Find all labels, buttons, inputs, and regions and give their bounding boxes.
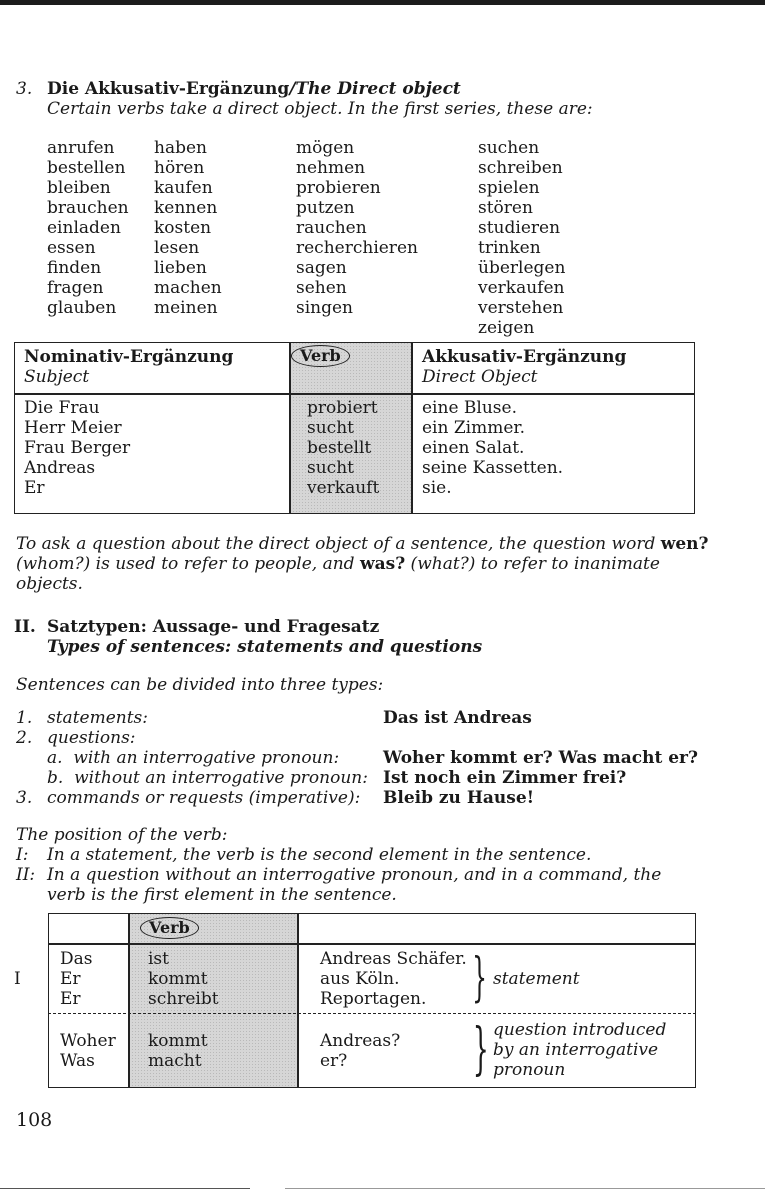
verb: fragen [47,278,104,298]
page-number: 108 [16,1109,53,1131]
title-separator: / [289,79,296,99]
table-divider [411,342,413,514]
type-number: 3. [16,788,33,808]
subject: Frau Berger [24,438,131,458]
verb: essen [47,238,96,258]
keyword-wen: wen? [660,534,709,554]
sentence-rest: Andreas Schäfer. [320,949,467,969]
sentence-rest: Andreas? [320,1031,401,1051]
verb-form: kommt [148,1031,208,1051]
sentence-rest: Reportagen. [320,989,427,1009]
rule-text: verb is the first element in the sentence. [47,885,397,905]
verb-column-3 [296,138,418,318]
verb: haben [154,138,207,158]
verb: glauben [47,298,117,318]
bottom-rule [0,1188,250,1189]
verb: meinen [154,298,218,318]
verb: nehmen [296,158,366,178]
note-line: by an interrogative [493,1040,659,1060]
header-direct-object: Direct Object [422,367,538,387]
first-element: Er [60,969,81,989]
subject: Die Frau [24,398,100,418]
sentence-rest: er? [320,1051,348,1071]
section-intro: Certain verbs take a direct object. In the first series, these are: [47,99,593,119]
first-element: Woher [60,1031,116,1051]
section-title-en: The Direct object [295,79,461,99]
statement-note: statement [493,969,580,989]
direct-object: ein Zimmer. [422,418,526,438]
verb: einladen [47,218,121,238]
verb: verkaufen [478,278,565,298]
header-verb [291,345,350,367]
verb-form: sucht [307,418,354,438]
section-intro: Sentences can be divided into three types: [16,675,384,695]
note-text: (what?) to refer to inanimate [405,554,660,574]
verb-form: ist [148,949,169,969]
verb-form: probiert [307,398,378,418]
note-line-2 [16,554,660,574]
verb: kosten [154,218,212,238]
type-example: Bleib zu Hause! [383,788,535,808]
verb: brauchen [47,198,129,218]
header-subject: Subject [24,367,90,387]
type-example: Woher kommt er? Was macht er? [383,748,698,768]
verb-form: schreibt [148,989,219,1009]
verb: lesen [154,238,200,258]
table-divider [128,913,130,1088]
rule-text: In a question without an interrogative pronoun, and in a command, the [47,865,662,885]
verb: bestellen [47,158,126,178]
first-element-column [60,949,93,1009]
verb-form: macht [148,1051,202,1071]
first-element: Was [60,1051,95,1071]
sentence-rest: aus Köln. [320,969,400,989]
subject-column [24,398,130,498]
verb: hören [154,158,205,178]
type-number: 1. [16,708,33,728]
verb: probieren [296,178,381,198]
object-column [422,398,563,498]
verb: schreiben [478,158,563,178]
verb-column [148,949,219,1009]
verb: machen [154,278,222,298]
verb: rauchen [296,218,367,238]
table-divider [289,342,291,514]
verb-column [307,398,379,498]
verb: stören [478,198,533,218]
table-header-divider [14,393,695,395]
rule-number: I: [16,845,29,865]
brace-icon: } [472,1017,489,1082]
verb: kaufen [154,178,213,198]
header-akkusativ: Akkusativ-Ergänzung [422,347,627,367]
section-title [47,79,461,99]
verb: bleiben [47,178,111,198]
type-sublabel: a. with an interrogative pronoun: [47,748,340,768]
verb: suchen [478,138,540,158]
verb: lieben [154,258,207,278]
keyword-was: was? [359,554,406,574]
verb-form: kommt [148,969,208,989]
subject: Er [24,478,45,498]
verb-column-2 [154,138,222,318]
subject: Andreas [24,458,96,478]
first-element-column [60,1031,116,1071]
verb-column-4 [478,138,565,338]
rule-text: In a statement, the verb is the second element in the sentence. [47,845,592,865]
note-line-3: objects. [16,574,83,594]
direct-object: einen Salat. [422,438,525,458]
verb-column-1 [47,138,129,318]
verb: sagen [296,258,347,278]
verb: studieren [478,218,561,238]
section-title-de: Satztypen: Aussage- und Fragesatz [47,617,380,637]
verb-oval: Verb [291,345,350,367]
verb: mögen [296,138,355,158]
verb: singen [296,298,354,318]
header-nominativ: Nominativ-Ergänzung [24,347,234,367]
type-label: questions: [47,728,136,748]
section-number: II. [14,617,36,637]
question-note [493,1020,666,1080]
first-element: Er [60,989,81,1009]
header-verb [140,917,199,939]
verb: sehen [296,278,347,298]
type-label: statements: [47,708,148,728]
verb: verstehen [478,298,564,318]
note-text: (whom?) is used to refer to people, and [16,554,360,574]
rule-number: II: [16,865,36,885]
direct-object: seine Kassetten. [422,458,564,478]
type-label: commands or requests (imperative): [47,788,361,808]
rest-column [320,949,467,1009]
type-sublabel: b. without an interrogative pronoun: [47,768,368,788]
type-example: Das ist Andreas [383,708,532,728]
row-label: I [14,969,21,989]
verb-form: verkauft [307,478,380,498]
bottom-rule [285,1188,765,1189]
verb: spielen [478,178,540,198]
type-number: 2. [16,728,33,748]
first-element: Das [60,949,93,969]
verb-form: bestellt [307,438,372,458]
type-example: Ist noch ein Zimmer frei? [383,768,627,788]
position-heading: The position of the verb: [16,825,228,845]
table-header-divider [48,943,696,945]
verb: recherchieren [296,238,418,258]
section-number: 3. [16,79,33,99]
subject: Herr Meier [24,418,122,438]
verb: finden [47,258,102,278]
dashed-divider [48,1013,696,1014]
top-border [0,0,765,5]
verb: zeigen [478,318,535,338]
note-text: To ask a question about the direct object of a sentence, the question word [16,534,661,554]
brace-icon: } [472,948,487,1008]
note-line: question introduced [493,1020,667,1040]
note-line: pronoun [493,1060,566,1080]
section-title-en: Types of sentences: statements and questions [47,637,483,657]
verb: putzen [296,198,355,218]
verb-form: sucht [307,458,354,478]
verb: überlegen [478,258,566,278]
verb-column [148,1031,208,1071]
verb: kennen [154,198,218,218]
table-divider [297,913,299,1088]
verb: anrufen [47,138,115,158]
direct-object: eine Bluse. [422,398,517,418]
note-line-1 [16,534,709,554]
verb: trinken [478,238,541,258]
verb-oval: Verb [140,917,199,939]
direct-object: sie. [422,478,452,498]
rest-column [320,1031,400,1071]
section-title-de: Die Akkusativ-Ergänzung [47,79,290,99]
